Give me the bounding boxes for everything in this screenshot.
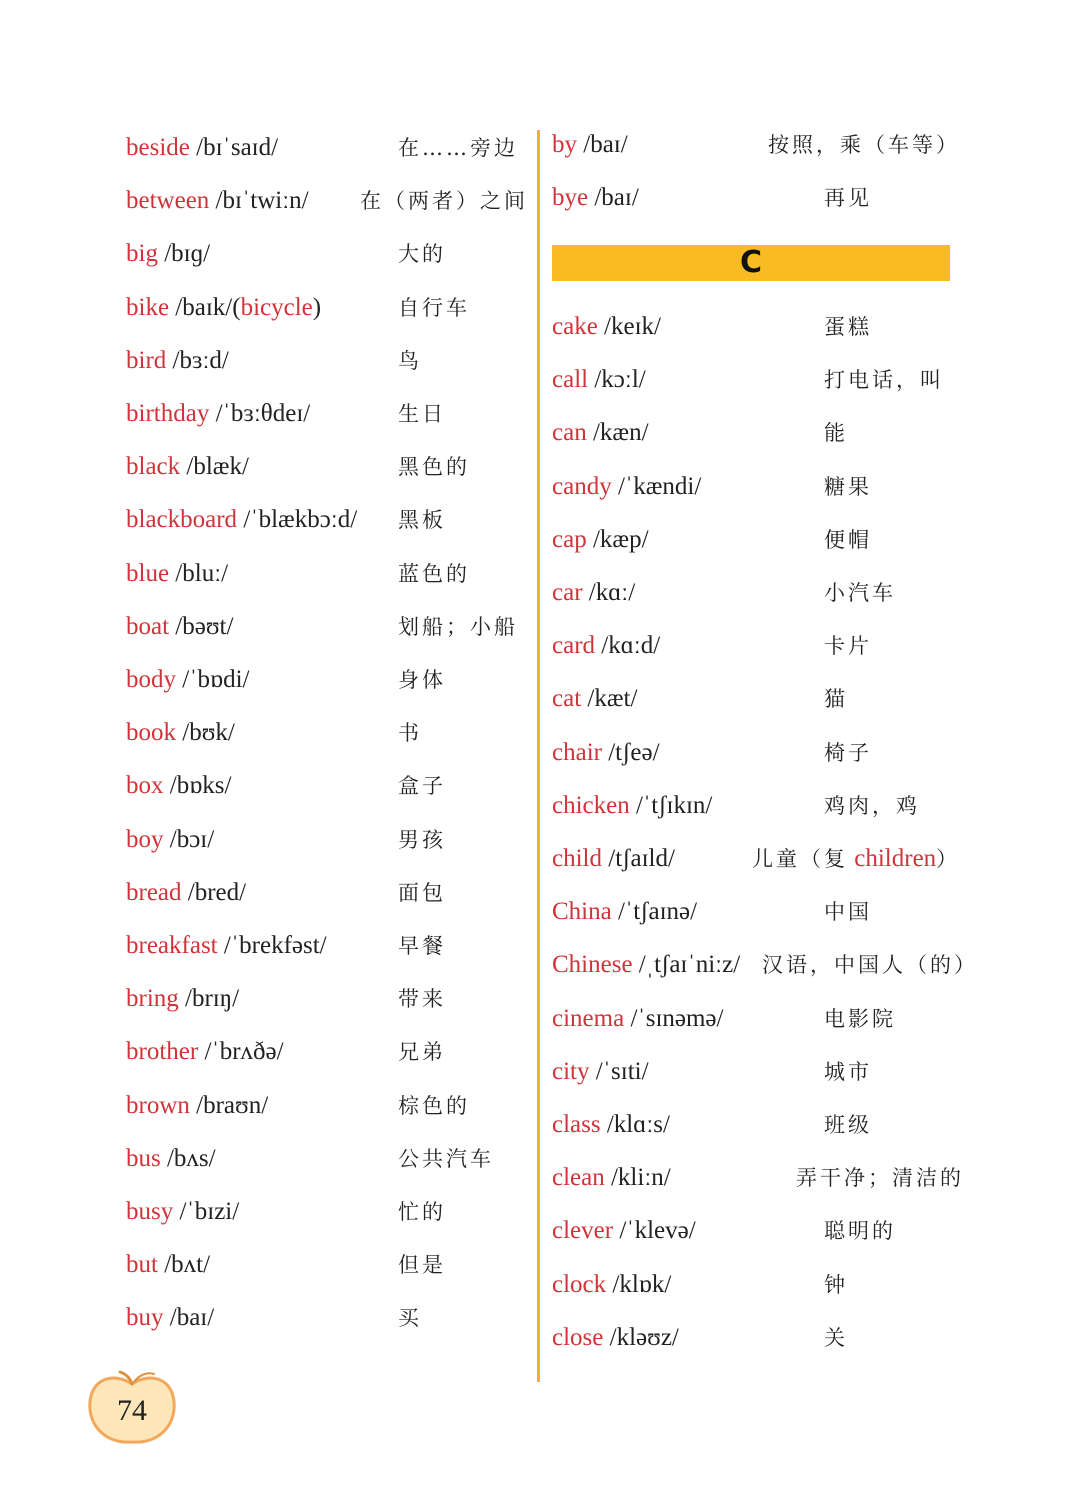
headword: blackboard: [126, 506, 238, 534]
phonetic: /bluː/: [169, 559, 229, 587]
meaning: [762, 950, 978, 980]
meaning-text: 盒子: [398, 774, 446, 799]
headword: Chinese: [552, 951, 633, 979]
meaning: [824, 738, 872, 768]
vocab-entry: [126, 878, 246, 908]
phonetic: /tʃaɪld/: [602, 845, 675, 872]
meaning-text: 生日: [398, 402, 446, 426]
headword: book: [126, 719, 176, 747]
vocab-entry: [126, 665, 250, 695]
vocab-entry: [126, 399, 310, 429]
headword: but: [126, 1251, 158, 1279]
vocab-entry: [126, 771, 231, 801]
headword: big: [126, 240, 158, 268]
headword: cap: [552, 525, 587, 553]
vocab-entry: [552, 312, 661, 342]
meaning: [768, 130, 960, 160]
phonetic: /bred/: [181, 878, 247, 906]
meaning-text: 在……旁边: [398, 136, 518, 160]
phonetic: /kɔːl/: [588, 366, 646, 394]
phonetic: /ˈkændi/: [611, 472, 702, 500]
vocab-entry: [552, 183, 639, 213]
vocab-entry: [126, 293, 321, 323]
phonetic: /bʌt/: [157, 1251, 211, 1279]
phonetic: /tʃeə/: [601, 738, 660, 766]
phonetic: /kləʊz/: [603, 1323, 679, 1351]
vocab-entry: [552, 1057, 649, 1087]
meaning-text: 黑色的: [398, 455, 470, 480]
phonetic: /ˈbɜːθdeɪ/: [209, 400, 311, 427]
phonetic: /ˈtʃaɪnə/: [611, 898, 698, 926]
meaning: [398, 878, 446, 908]
vocab-entry: [552, 1110, 670, 1140]
headword: brown: [126, 1091, 190, 1119]
vocab-entry: [126, 1037, 284, 1067]
headword: bring: [126, 985, 179, 1013]
meaning: [824, 365, 944, 395]
phonetic: /bʌs/: [160, 1144, 216, 1172]
phonetic: /ˈtʃɪkɪn/: [629, 791, 713, 819]
headword: bike: [126, 293, 170, 321]
meaning-text: 买: [398, 1306, 422, 1331]
meaning-text: 城市: [824, 1059, 872, 1084]
headword: beside: [126, 134, 190, 161]
vocab-entry: [126, 718, 235, 748]
meaning: [398, 771, 446, 801]
meaning-text: 班级: [824, 1113, 872, 1137]
meaning-text: 兄弟: [398, 1040, 446, 1065]
vocab-entry: [126, 346, 229, 376]
headword: breakfast: [126, 932, 218, 959]
vocab-entry: [126, 1091, 268, 1121]
phonetic-suffix: ): [312, 293, 322, 321]
meaning: [360, 186, 528, 216]
meaning-text: 打电话，叫: [824, 368, 944, 393]
phonetic: /bɪˈsaɪd/: [189, 134, 279, 161]
meaning-text: 钟: [824, 1272, 848, 1297]
meaning: [398, 1197, 446, 1227]
headword: by: [552, 131, 577, 158]
phonetic: /keɪk/: [597, 313, 661, 340]
phonetic: /kæp/: [586, 525, 649, 553]
vocab-entry: [126, 612, 233, 642]
meaning: [824, 791, 920, 821]
meaning-text: 再见: [824, 186, 872, 210]
meaning: [398, 984, 446, 1014]
meaning: [752, 844, 960, 874]
meaning: [824, 418, 848, 448]
headword: blue: [126, 559, 170, 587]
meaning: [398, 346, 422, 376]
section-header-c: [552, 245, 950, 281]
meaning-text: 便帽: [824, 527, 872, 552]
meaning-text: 电影院: [824, 1006, 896, 1031]
vocab-entry: [552, 365, 646, 395]
vocab-entry: [126, 186, 309, 216]
vocab-entry: [126, 559, 228, 589]
vocab-entry: [552, 472, 701, 502]
vocab-entry: [552, 1163, 671, 1193]
phonetic: /ˈbrʌðə/: [198, 1038, 284, 1066]
phonetic: /klɑːs/: [600, 1111, 670, 1138]
meaning-text: 划船；小船: [398, 614, 518, 639]
vocab-entry: [126, 825, 214, 855]
headword: class: [552, 1111, 601, 1138]
meaning-text: 公共汽车: [398, 1146, 494, 1171]
phonetic: /baɪ/: [588, 184, 639, 211]
meaning: [398, 1144, 494, 1174]
meaning: [824, 1270, 848, 1300]
phonetic: /ˈbɪzi/: [173, 1198, 240, 1225]
meaning: [398, 1250, 446, 1280]
vocab-entry: [126, 1197, 239, 1227]
page-number: 74: [117, 1394, 147, 1427]
meaning-text: 椅子: [824, 740, 872, 765]
phonetic: /bʊk/: [176, 719, 235, 747]
meaning: [824, 472, 872, 502]
vocab-entry: [126, 984, 239, 1014]
meaning: [398, 452, 470, 482]
headword: cinema: [552, 1004, 625, 1032]
phonetic: /bɪˈtwiːn/: [209, 187, 309, 215]
vocab-entry: [552, 130, 628, 160]
meaning-text: 儿童（复: [752, 847, 848, 871]
meaning: [398, 505, 446, 535]
meaning-text: 早餐: [398, 934, 446, 958]
meaning-text: 中国: [824, 900, 872, 925]
meaning-end: ）: [936, 847, 961, 871]
vocab-entry: [552, 791, 712, 821]
headword: between: [126, 187, 210, 215]
vocab-entry: [552, 578, 635, 608]
meaning: [398, 1303, 422, 1333]
meaning: [824, 1323, 848, 1353]
vocab-entry: [552, 1323, 679, 1353]
headword: brother: [126, 1038, 199, 1066]
headword: boy: [126, 825, 164, 853]
meaning: [398, 293, 470, 323]
phonetic: /kliːn/: [604, 1164, 671, 1192]
meaning-text: 猫: [824, 687, 848, 712]
headword: child: [552, 845, 602, 872]
headword: city: [552, 1057, 590, 1085]
vocab-entry: [126, 1250, 210, 1280]
meaning-text: 棕色的: [398, 1093, 470, 1118]
vocab-entry: [552, 631, 660, 661]
meaning-text: 在（两者）之间: [360, 189, 528, 214]
meaning: [398, 399, 446, 429]
meaning: [824, 578, 896, 608]
vocab-entry: [552, 684, 637, 714]
phonetic: /ˌtʃaɪˈniːz/: [632, 951, 741, 979]
vocab-entry: [126, 452, 249, 482]
headword: bread: [126, 878, 182, 906]
headword-alt: bicycle: [240, 293, 313, 321]
meaning: [398, 133, 518, 163]
vocab-entry: [126, 239, 210, 269]
meaning-text: 书: [398, 721, 422, 746]
meaning-text: 面包: [398, 880, 446, 905]
phonetic: /kæn/: [586, 419, 649, 447]
headword: can: [552, 419, 587, 447]
phonetic: /ˈklevə/: [613, 1217, 696, 1245]
meaning-text: 蛋糕: [824, 315, 872, 339]
phonetic: /klɒk/: [606, 1270, 672, 1298]
headword: clever: [552, 1217, 614, 1245]
phonetic: /ˈblækbɔːd/: [237, 506, 358, 534]
headword: bye: [552, 184, 589, 211]
meaning-text: 但是: [398, 1253, 446, 1278]
headword: bus: [126, 1144, 161, 1172]
meaning-text: 关: [824, 1325, 848, 1350]
headword: chair: [552, 738, 602, 766]
phonetic: /kɑːd/: [595, 632, 661, 660]
meaning-text: 按照，乘（车等）: [768, 133, 960, 157]
phonetic: /bɔɪ/: [163, 825, 215, 853]
phonetic: /braʊn/: [189, 1091, 269, 1119]
meaning-text: 带来: [398, 987, 446, 1012]
vocab-entry: [552, 525, 649, 555]
headword: China: [552, 898, 612, 926]
meaning-text: 蓝色的: [398, 561, 470, 586]
meaning-text: 糖果: [824, 474, 872, 499]
meaning: [824, 183, 872, 213]
phonetic: /ˈsɪti/: [589, 1057, 649, 1085]
meaning: [398, 239, 446, 269]
vocab-entry: [552, 844, 675, 874]
headword: buy: [126, 1304, 164, 1332]
meaning: [824, 312, 872, 342]
meaning: [824, 1057, 872, 1087]
vocab-entry: [552, 1004, 723, 1034]
headword: clean: [552, 1164, 605, 1192]
vocab-entry: [552, 897, 697, 927]
vocab-entry: [552, 950, 740, 980]
meaning-text: 男孩: [398, 827, 446, 852]
vocab-entry: [552, 1216, 696, 1246]
vocab-entry: [126, 1144, 216, 1174]
meaning-text: 大的: [398, 242, 446, 267]
meaning-text: 汉语，中国人（的）: [762, 953, 978, 978]
meaning-english: children: [848, 845, 937, 872]
meaning-text: 自行车: [398, 295, 470, 320]
meaning: [398, 1037, 446, 1067]
phonetic: /baɪk/(: [169, 293, 241, 321]
headword: busy: [126, 1198, 174, 1225]
phonetic: /kɑː/: [582, 579, 636, 606]
vocab-entry: [552, 738, 660, 768]
meaning: [824, 684, 848, 714]
headword: birthday: [126, 400, 210, 427]
phonetic: /blæk/: [180, 453, 249, 481]
meaning: [824, 897, 872, 927]
phonetic: /kæt/: [581, 685, 638, 713]
headword: close: [552, 1323, 604, 1351]
meaning: [824, 1110, 872, 1140]
meaning: [824, 1004, 896, 1034]
meaning: [398, 931, 446, 961]
vocab-entry: [552, 1270, 671, 1300]
phonetic: /ˈsɪnəmə/: [624, 1004, 724, 1032]
meaning-text: 身体: [398, 668, 446, 692]
headword: candy: [552, 472, 612, 500]
vocab-entry: [126, 1303, 214, 1333]
meaning: [398, 612, 518, 642]
meaning: [824, 631, 872, 661]
meaning-text: 黑板: [398, 508, 446, 533]
headword: clock: [552, 1270, 607, 1298]
vocab-entry: [552, 418, 649, 448]
headword: boat: [126, 612, 170, 640]
headword: call: [552, 366, 589, 394]
meaning-text: 能: [824, 421, 848, 446]
meaning: [796, 1163, 964, 1193]
phonetic: /bɜːd/: [166, 346, 229, 374]
phonetic: /bəʊt/: [169, 612, 234, 640]
meaning-text: 忙的: [398, 1200, 446, 1224]
phonetic: /bɪɡ/: [157, 240, 211, 268]
phonetic: /baɪ/: [577, 131, 628, 158]
meaning-text: 鸟: [398, 348, 422, 373]
meaning-text: 卡片: [824, 634, 872, 659]
headword: cat: [552, 685, 582, 713]
meaning: [824, 1216, 896, 1246]
phonetic: /baɪ/: [163, 1304, 215, 1332]
meaning: [398, 1091, 470, 1121]
vocab-entry: [126, 931, 327, 961]
meaning-text: 小汽车: [824, 581, 896, 605]
phonetic: /ˈbrekfəst/: [217, 932, 327, 959]
column-divider: [537, 130, 540, 1382]
headword: black: [126, 453, 181, 481]
headword: car: [552, 579, 583, 606]
meaning: [398, 825, 446, 855]
headword: card: [552, 632, 596, 660]
headword: box: [126, 772, 164, 800]
phonetic: /brɪŋ/: [178, 985, 240, 1013]
meaning: [398, 559, 470, 589]
headword: body: [126, 666, 176, 693]
vocab-entry: [126, 133, 278, 163]
meaning-text: 鸡肉，鸡: [824, 793, 920, 818]
meaning: [398, 665, 446, 695]
meaning: [824, 525, 872, 555]
vocab-entry: [126, 505, 357, 535]
meaning: [398, 718, 422, 748]
headword: cake: [552, 313, 598, 340]
meaning-text: 弄干净；清洁的: [796, 1166, 964, 1191]
phonetic: /ˈbɒdi/: [176, 666, 250, 693]
section-letter: C: [739, 245, 763, 280]
meaning-text: 聪明的: [824, 1219, 896, 1244]
phonetic: /bɒks/: [163, 772, 232, 800]
headword: chicken: [552, 791, 630, 819]
headword: bird: [126, 346, 167, 374]
